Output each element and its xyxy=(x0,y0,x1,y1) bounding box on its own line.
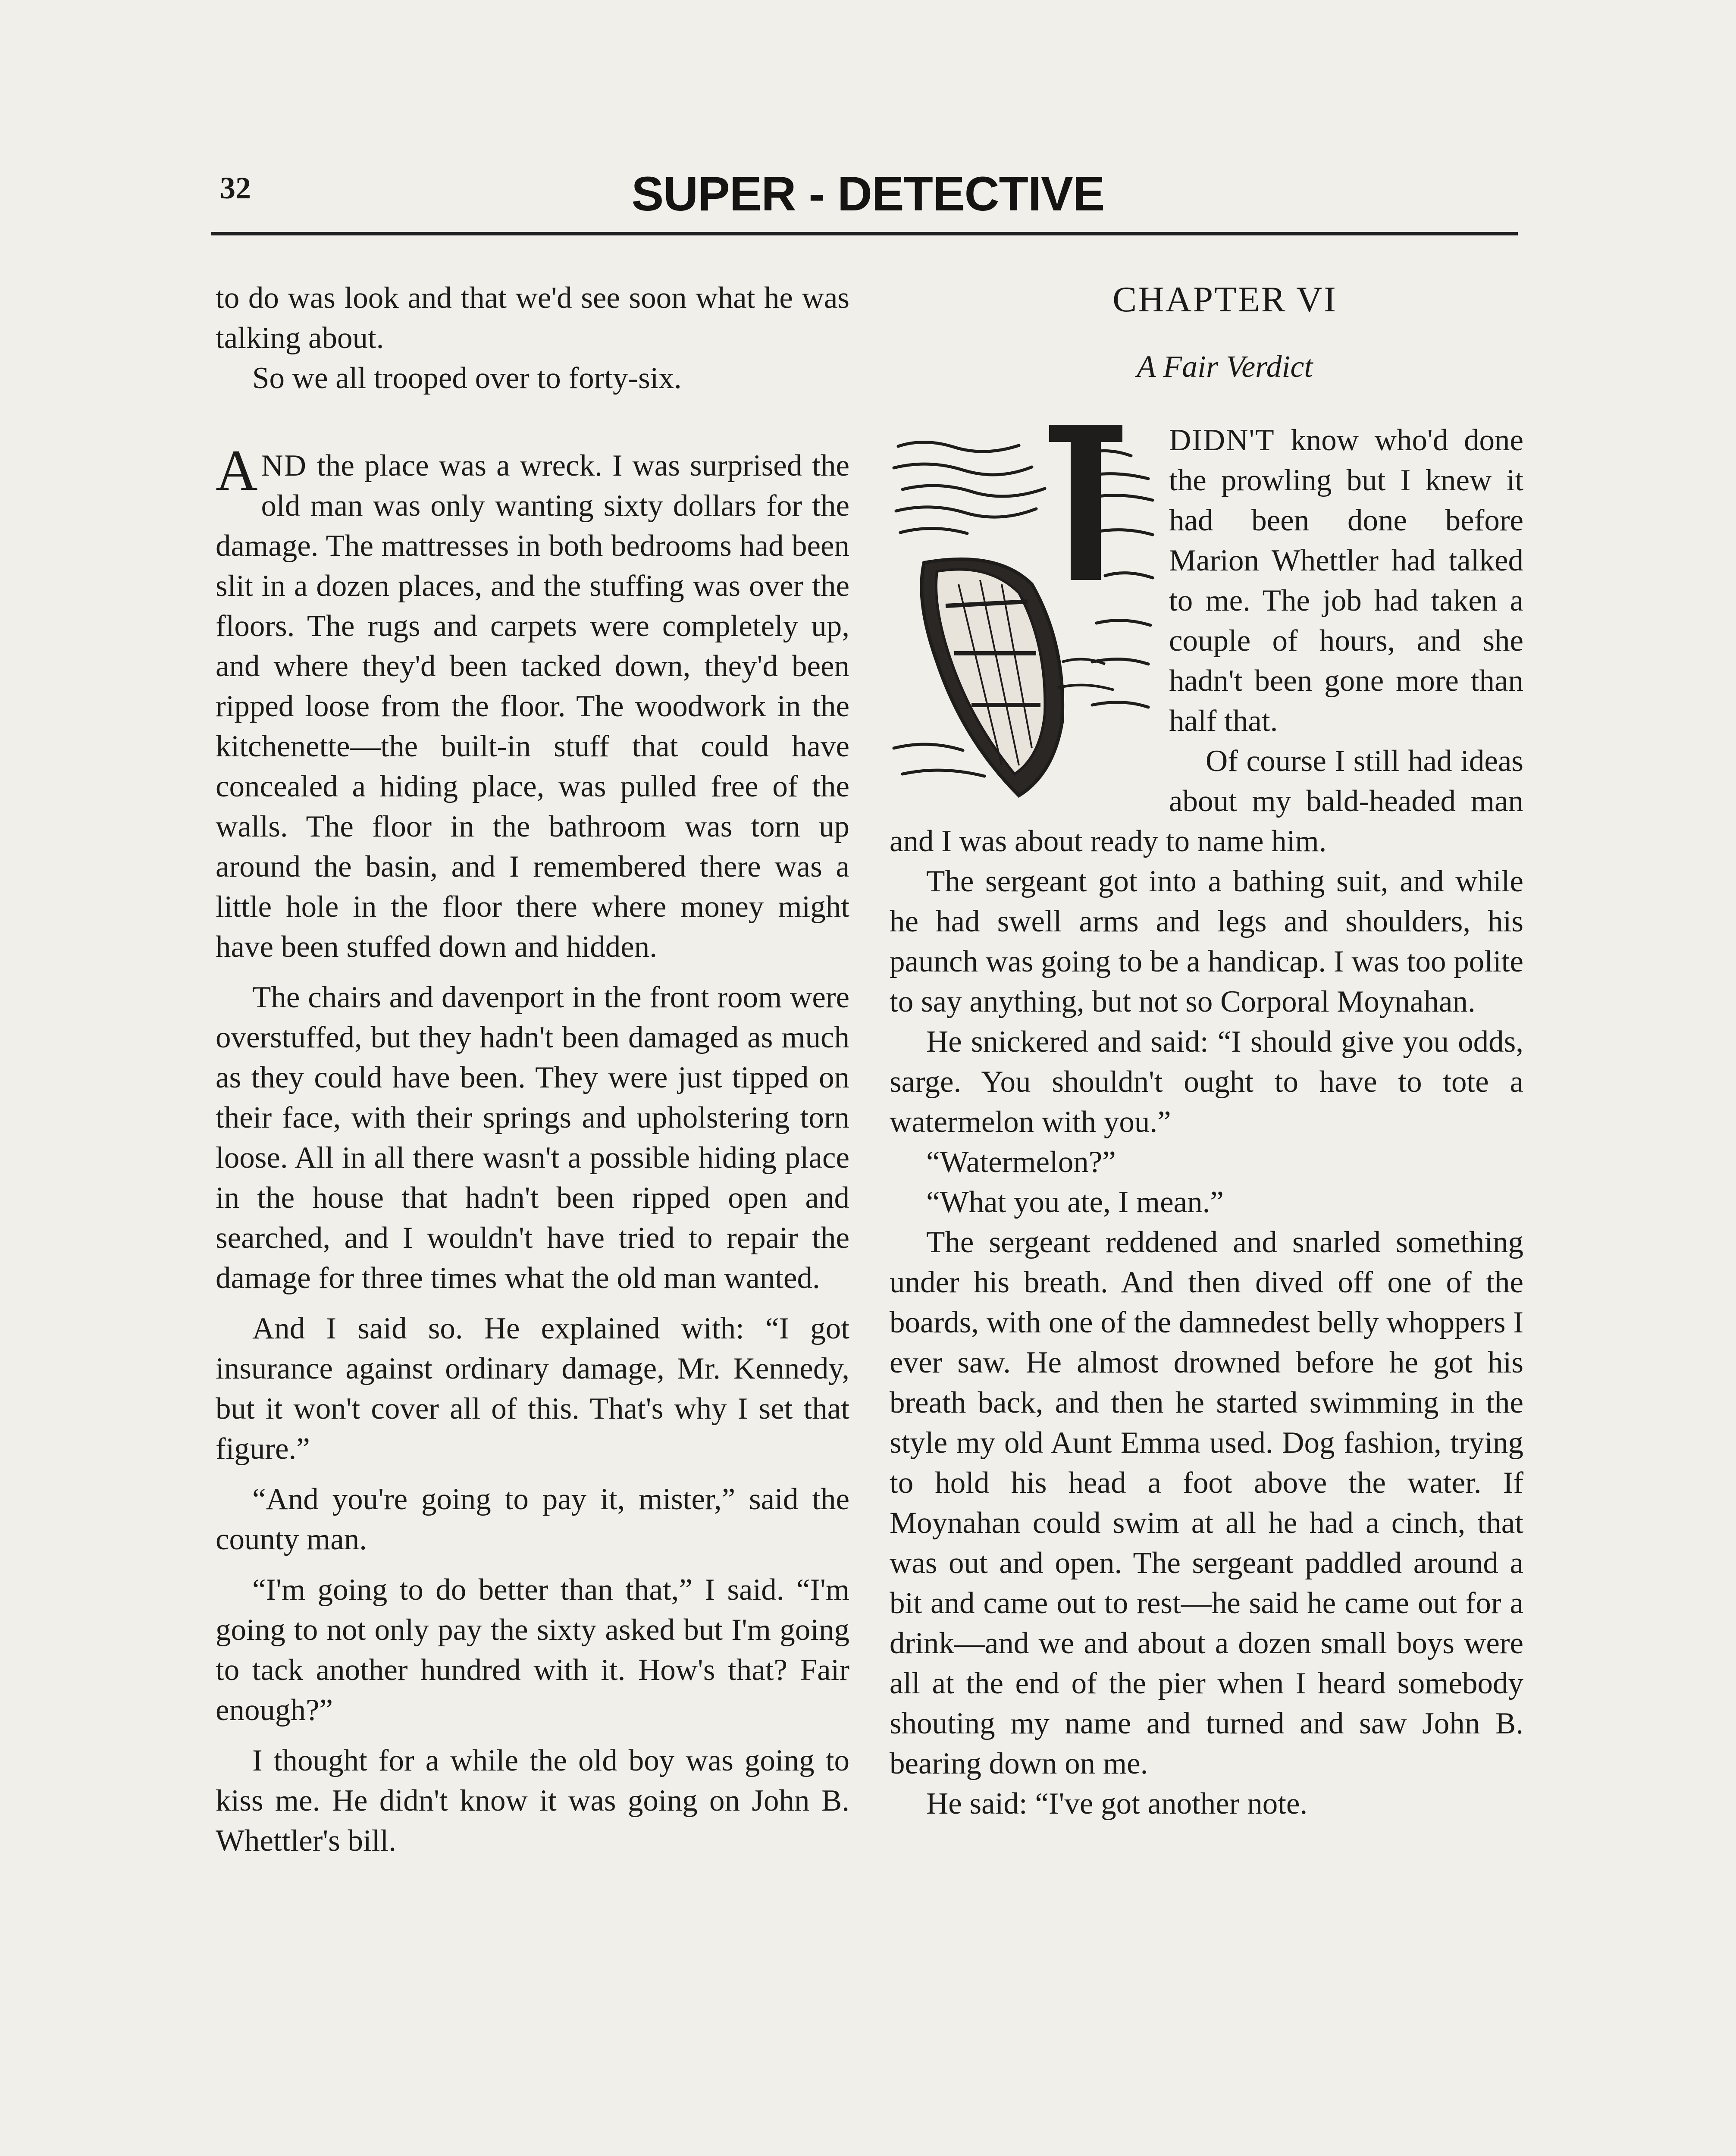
paragraph-text: the place was a wreck. I was surprised the old man was only wanting sixty dollars for the damage. The mattresses in both bedrooms had been slit in a dozen places, and the stuffing was over the floors. The rugs and carpets were completely up, and where they'd been tacked down, they'd been ripped loose from the floor. The woodwork in the kitchenette—the built-in stuff that could have concealed a hiding place, was pulled free of the walls. The floor in the bathroom was torn up around the basin, and I remembered there was a little hole in the floor there where money might have been stuffed down and hidden. xyxy=(216,449,849,964)
chapter-title: CHAPTER VI xyxy=(1112,279,1337,320)
paragraph: I thought for a while the old boy was going to kiss me. He didn't know it was going on John B. Whettler's bill. xyxy=(216,1744,849,1858)
rowboat-drop-cap-illustration xyxy=(890,420,1160,800)
paragraph-continued: to do was look and that we'd see soon what he was talking about. xyxy=(216,281,849,355)
paragraph: “What you ate, I mean.” xyxy=(926,1185,1224,1219)
paragraph: He snickered and said: “I should give you odds, sarge. You shouldn't ought to have to tote a watermelon with you.” xyxy=(890,1025,1523,1139)
lead-in-smallcaps: DIDN'T xyxy=(1169,423,1275,457)
drop-cap: A xyxy=(216,439,258,503)
paragraph: “I'm going to do better than that,” I said. “I'm going to not only pay the sixty asked but I'm going to tack another hundred with it. How's that? Fair enough?” xyxy=(216,1573,849,1727)
paragraph: The chairs and davenport in the front room were overstuffed, but they hadn't been damaged as much as they could have been. They were just tipped on their face, with their springs and upholstering torn loose. All in all there wasn't a possible hiding place in the house that hadn't been ripped open and searched, and I wouldn't have tried to repair the damage for three times what the old man wanted. xyxy=(216,981,849,1295)
paragraph: “Watermelon?” xyxy=(926,1145,1116,1179)
paragraph: “And you're going to pay it, mister,” said the county man. xyxy=(216,1482,849,1556)
chapter-subtitle: A Fair Verdict xyxy=(1137,349,1313,384)
left-column xyxy=(216,278,849,1861)
paragraph: And I said so. He explained with: “I got insurance against ordinary damage, Mr. Kennedy, but it won't cover all of this. That's why I set that figure.” xyxy=(216,1312,849,1466)
paragraph: Of course I still had ideas about my bald-headed man and I was about ready to name him. xyxy=(890,744,1523,858)
rowboat-illustration-svg xyxy=(890,420,1160,800)
paragraph-text: know who'd done the prowling but I knew it had been done before Marion Whettler had talked to me. The job had taken a couple of hours, and she hadn't been gone more than half that. xyxy=(1169,423,1523,738)
page-number: 32 xyxy=(220,171,251,205)
header-rule xyxy=(211,232,1518,235)
paragraph: So we all trooped over to forty-six. xyxy=(252,361,682,395)
lead-in-smallcaps: ND xyxy=(261,449,307,483)
paragraph: The sergeant reddened and snarled something under his breath. And then dived off one of the boards, with one of the damnedest belly whoppers I ever saw. He almost drowned before he got his breath back, and then he started swimming in the style my old Aunt Emma used. Dog fashion, trying to hold his head a foot above the water. If Moynahan could swim at all he had a cinch, that was out and open. The sergeant paddled around a bit and came out to rest—he said he came out for a drink—and we and about a dozen small boys were all at the end of the pier when I heard somebody shouting my name and turned and saw John B. bearing down on me. xyxy=(890,1225,1523,1780)
running-head-title: SUPER - DETECTIVE xyxy=(631,167,1105,221)
paragraph: He said: “I've got another note. xyxy=(926,1787,1308,1821)
paragraph: The sergeant got into a bathing suit, and while he had swell arms and legs and shoulders, his paunch was going to be a handicap. I was too polite to say anything, but not so Corporal Moynahan. xyxy=(890,865,1523,1018)
right-column xyxy=(890,278,1523,1824)
section-opening-paragraph xyxy=(216,439,849,967)
